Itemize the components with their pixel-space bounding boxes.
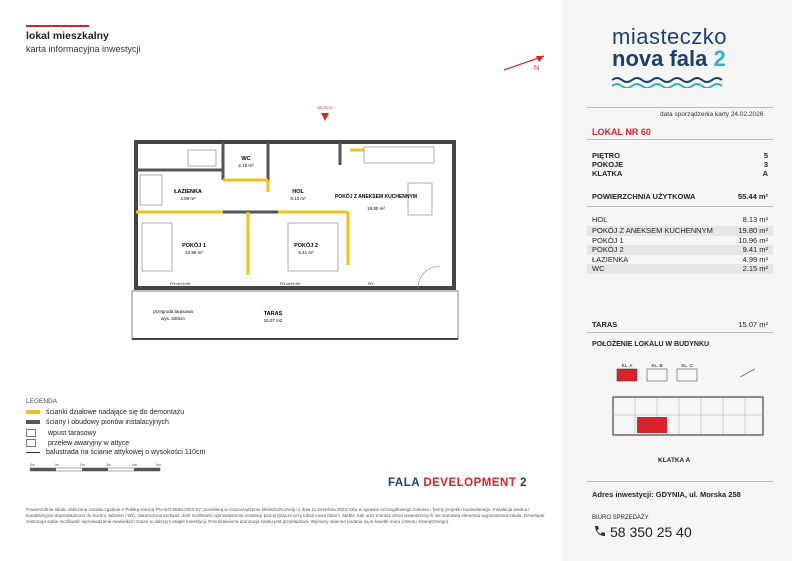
plan-area-terrace: 15.07 m2 [263, 318, 283, 323]
svg-text:N: N [534, 65, 540, 72]
location-title: POŁOŻENIE LOKALU W BUDYNKU [592, 341, 710, 348]
staircase-caption: KLATKA A [658, 457, 691, 464]
staircase-value: A [762, 169, 768, 178]
terrace-value: 15.07 m² [738, 320, 768, 329]
plan-label-living: POKÓJ Z ANEKSEM KUCHENNYM [334, 194, 418, 200]
railing-icon [26, 452, 40, 453]
scale-tick: 4m [132, 463, 137, 467]
room-row: HOL 8.13 m² [592, 215, 768, 224]
legend-item: ścianki działowe nadające się do demontażu [26, 409, 184, 416]
divider [587, 107, 773, 108]
north-arrow-icon [500, 50, 550, 75]
area-label: POWIERZCHNIA UŻYTKOWA [592, 192, 696, 201]
divider [587, 139, 773, 140]
partition-height: wys. 220cm [161, 316, 185, 321]
legend-swatch-gray [26, 420, 40, 424]
unit-number: LOKAL NR 60 [592, 127, 651, 137]
plan-label-wc: WC [241, 156, 251, 162]
area-value: 55.44 m² [737, 192, 768, 201]
scale-tick: 5m [156, 463, 161, 467]
plan-area-living: 19.80 m² [367, 206, 385, 211]
stair-b-marker [647, 369, 667, 381]
plan-label-terrace: TARAS [263, 311, 283, 317]
window-label-3: FIX [368, 282, 374, 286]
plan-label-room1: POKÓJ 1 [182, 243, 206, 249]
header-accent-line [26, 25, 89, 27]
terrace-label: TARAS [592, 320, 618, 329]
plan-label-hall: HOL [292, 189, 304, 195]
logo-line1: miasteczko [612, 24, 728, 49]
drain-icon [26, 429, 36, 437]
plan-area-bathroom: 4.99 m² [180, 196, 196, 201]
room-row: POKÓJ Z ANEKSEM KUCHENNYM 19.80 m² [587, 226, 773, 236]
stair-a-marker [617, 369, 637, 381]
sales-office-label: BIURO SPRZEDAŻY [592, 515, 649, 521]
plan-label-bathroom: ŁAZIENKA [174, 189, 202, 195]
overflow-icon [26, 439, 36, 447]
unit-highlight [637, 417, 667, 433]
developer-logo: FALA DEVELOPMENT 2 [388, 477, 527, 489]
plan-area-room2: 9.41 m² [298, 250, 314, 255]
room-row: POKÓJ 1 10.96 m² [592, 236, 768, 245]
plan-area-room1: 10.96 m² [185, 250, 203, 255]
room-row: ŁAZIENKA 4.99 m² [592, 255, 768, 264]
plan-label-room2: POKÓJ 2 [294, 243, 318, 249]
legend-item: ściany i obudowy pionów instalacyjnych [26, 419, 169, 426]
plan-area-wc: 2.15 m² [238, 163, 254, 168]
legend-item: przelew awaryjny w attyce [26, 439, 129, 447]
entrance-arrow-icon [321, 113, 329, 121]
sales-phone[interactable]: 58 350 25 40 [610, 524, 692, 540]
disclaimer-text: Powierzchnia lokalu obliczona została zgodnie z Polską Normą PN-ISO 9836:2022-07, powołaną w rozporządzeniu Ministra Rozwoju z dnia 11 września 2020 roku w sprawie szczegółowego zakresu i formy projektu budowlanego. Instalacja wodna i kanalizacyjna doprowadzona do kuchni, łazienki i WC, zakończona korkami. Jest możliwość wprowadzenia instalacji pod przyłącze przy lokali nowa falarni. Meble, łuki oraz montaż drzwi wewnętrznych nie stanowią elementu wyposażenia lokalu. Developer zastrzega sobie możliwość wprowadzania niewielkich zmian w dalszym etapie inwestycji. Przedstawiona aranżacja lokalu jest przykładowa. Wymiary okienne podane są w świetle muru (otworu zewnętrznego). [26, 507, 545, 524]
scale-bar [30, 462, 170, 476]
scale-tick: 3m [106, 463, 111, 467]
floor-label: PIĘTRO [592, 151, 620, 160]
logo-line2: nova fala 2 [612, 46, 726, 71]
stair-label-c: KL. C [681, 363, 693, 368]
room-row: POKÓJ 2 9.41 m² [587, 245, 773, 255]
floor-plan [128, 105, 468, 350]
staircase-label: KLATKA [592, 169, 623, 178]
investment-address: Adres inwestycji: GDYNIA, ul. Morska 258 [592, 490, 741, 499]
floor-value: 5 [763, 151, 768, 160]
waves-logo-icon [612, 76, 732, 88]
window-label-1: FIX do H=90 [170, 282, 190, 286]
divider [587, 481, 773, 482]
legend-item: wpust tarasowy [26, 429, 96, 437]
scale-tick: 1m [54, 463, 59, 467]
page-title: lokal mieszkalny [26, 30, 109, 42]
legend-title: LEGENDA [26, 398, 58, 405]
stair-label-b: KL. B [651, 363, 663, 368]
stair-c-marker [677, 369, 697, 381]
plan-area-hall: 8.13 m² [290, 196, 306, 201]
room-row: WC 2.15 m² [587, 264, 773, 274]
legend-item: balustrada na ścianie attykowej o wysokości 110cm [26, 449, 205, 456]
scale-tick: 2m [80, 463, 85, 467]
partition-label: przegroda tarasowa [153, 309, 193, 314]
divider [587, 206, 773, 207]
stair-label-a: KL. A [621, 363, 633, 368]
page-subtitle: karta informacyjna inwestycji [26, 44, 141, 54]
date-label: data sporządzenia karty 24.02.2026 [660, 111, 764, 118]
phone-icon [592, 525, 606, 539]
rooms-value: 3 [763, 160, 768, 169]
entrance-label: WEJŚCIE [317, 106, 333, 110]
scale-tick: 0m [30, 463, 35, 467]
rooms-label: POKOJE [592, 160, 624, 169]
building-location-plan [605, 357, 767, 442]
window-label-2: FIX do H=90 [280, 282, 300, 286]
legend-swatch-yellow [26, 410, 40, 414]
north-mini-arrow [740, 369, 755, 377]
divider [587, 332, 773, 333]
